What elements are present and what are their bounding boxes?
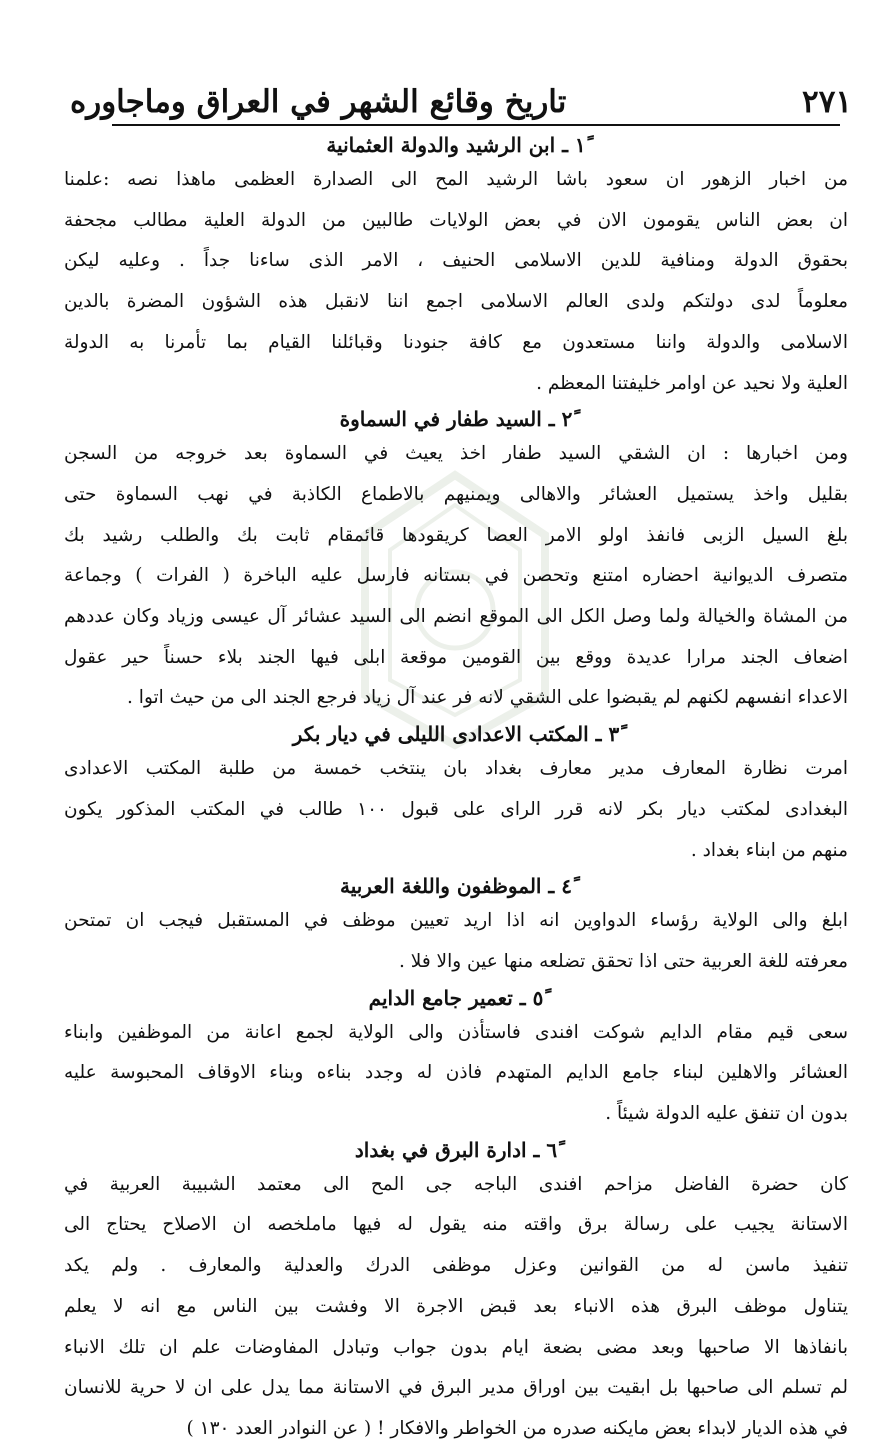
text-line: منهم من ابناء بغداد . bbox=[690, 839, 848, 861]
text-line: البغدادى لمكتب ديار بكر لانه قرر الراى على قبول ١٠٠ طالب في المكتب المذكور يكون bbox=[64, 798, 848, 820]
text-line: ومن اخبارها : ان الشقي السيد طفار اخذ يعيث في السماوة بعد خروجه من السجن bbox=[64, 443, 848, 465]
text-line: من اخبار الزهور ان سعود باشا الرشيد المح الى الصدارة العظمى ماهذا نصه :علمنا bbox=[64, 169, 848, 190]
text-line: متصرف الديوانية احضاره امتنع وتحصن في بستانه فارسل عليه الباخرة ( الفرات ) وجماعة bbox=[64, 565, 848, 587]
text-line: العشائر والاهلين لبناء جامع الدايم المتهدم فاذن له وجدد بناءه وبناء الاوقاف المحبوسة عليه bbox=[64, 1062, 848, 1084]
running-title: تاريخ وقائع الشهر في العراق وماجاوره bbox=[70, 84, 567, 120]
section-paragraph bbox=[64, 749, 848, 871]
text-line: في هذه الديار لابداء بعض مايكنه صدره من الخواطر والافكار ! ( عن النوادر العدد ١٣٠ ) bbox=[186, 1417, 848, 1439]
header-rule bbox=[112, 124, 840, 126]
text-line: الاعداء انفسهم لكنهم لم يقبضوا على الشقي لانه فر عند آل زياد فرجع الجند الى من حيث اتوا . bbox=[127, 687, 848, 709]
text-line: بدون ان تنفق عليه الدولة شيئاً . bbox=[605, 1103, 848, 1125]
text-line: بحقوق الدولة ومنافية للدين الاسلامى الحنيف ، الامر الذى ساءنا جداً . وعليه ليكن bbox=[64, 250, 848, 272]
text-line: بلغ السيل الزبى فانفذ اولو الامر العصا كريقودها قائمقام ثابت بك والطلب رشيد بك bbox=[64, 524, 848, 546]
text-line: تنفيذ ماسن له من القوانين وعزل موظفى الدرك والعدلية والمعارف . ولم يكد bbox=[64, 1255, 848, 1277]
section-paragraph bbox=[64, 160, 848, 404]
text-line: اضعاف الجند مرارا عديدة ووقع بين القومين موقعة ابلى فيها الجند بلاء حسناً حير عقول bbox=[64, 646, 848, 668]
text-line: من المشاة والخيالة ولما وصل الكل الى الموقع انضم الى السيد عشائر آل عيسى وزياد وكان عددهم bbox=[64, 606, 848, 628]
text-line: سعى قيم مقام الدايم شوكت افندى فاستأذن والى الولاية لجمع اعانة من الموظفين وابناء bbox=[64, 1021, 848, 1043]
section-heading: ٥ً ـ تعمير جامع الدايم bbox=[368, 985, 544, 1010]
page-number: ٢٧١ bbox=[802, 84, 852, 120]
text-line: الاستانة يجيب على رسالة برق واقته منه يقول له فيها ماملخصه ان الاصلاح يحتاج الى bbox=[64, 1214, 848, 1236]
text-line: معلوماً لدى دولتكم ولدى العالم الاسلامى اجمع اننا لانقبل هذه الشؤون المضرة بالدين bbox=[64, 291, 848, 313]
section-paragraph bbox=[64, 1013, 848, 1135]
section-heading: ٦ً ـ ادارة البرق في بغداد bbox=[354, 1137, 558, 1162]
section-paragraph bbox=[64, 434, 848, 719]
text-line: كان حضرة الفاضل مزاحم افندى الباجه جى المح الى معتمد الشبيبة العربية في bbox=[64, 1173, 848, 1195]
section-heading: ٤ً ـ الموظفون واللغة العربية bbox=[339, 874, 573, 899]
section-paragraph bbox=[64, 901, 848, 982]
text-line: يتناول موظف البرق هذه الانباء بعد قبض الاجرة الا وفشت بين الناس مع انه لا يعلم bbox=[64, 1295, 848, 1317]
text-line: لم تسلم الى صاحبها بل ابقيت بين اوراق مدير البرق في الاستانة مما يدل على ان لا حرية للانسان bbox=[64, 1377, 848, 1399]
text-line: معرفته للغة العربية حتى اذا تحقق تضلعه منها عين والا فلا . bbox=[399, 950, 848, 972]
text-line: العلية ولا نحيد عن اوامر خليفتنا المعظم . bbox=[536, 372, 848, 394]
text-line: امرت نظارة المعارف مدير معارف بغداد بان ينتخب خمسة من طلبة المكتب الاعدادى bbox=[64, 758, 848, 780]
text-line: ان بعض الناس يقومون الان في بعض الولايات طالبين من الدولة العلية مطالب مجحفة bbox=[64, 209, 848, 231]
text-line: بقليل واخذ يستميل العشائر والاهالى ويمنيهم بالاطماع الكاذبة في نهب السماوة حتى bbox=[64, 483, 848, 505]
section-heading: ١ً ـ ابن الرشيد والدولة العثمانية bbox=[326, 133, 586, 157]
page-header bbox=[70, 58, 852, 120]
text-line: بانفاذها الا صاحبها وبعد مضى بضعة ايام بدون جواب وتبادل المفاوضات علم ان تلك الانباء bbox=[64, 1336, 848, 1358]
section-paragraph bbox=[64, 1165, 848, 1450]
text-line: ابلغ والى الولاية رؤساء الدواوين انه اذا اريد تعيين موظف في المستقبل فيجب ان تمتحن bbox=[64, 910, 848, 932]
text-line: الاسلامى والدولة واننا مستعدون مع كافة جنودنا وقبائلنا القيام بما تأمرنا به الدولة bbox=[64, 331, 848, 353]
article-body bbox=[64, 130, 848, 1450]
section-heading: ٣ً ـ المكتب الاعدادى الليلى في ديار بكر bbox=[292, 722, 620, 747]
section-heading: ٢ً ـ السيد طفار في السماوة bbox=[339, 407, 573, 432]
